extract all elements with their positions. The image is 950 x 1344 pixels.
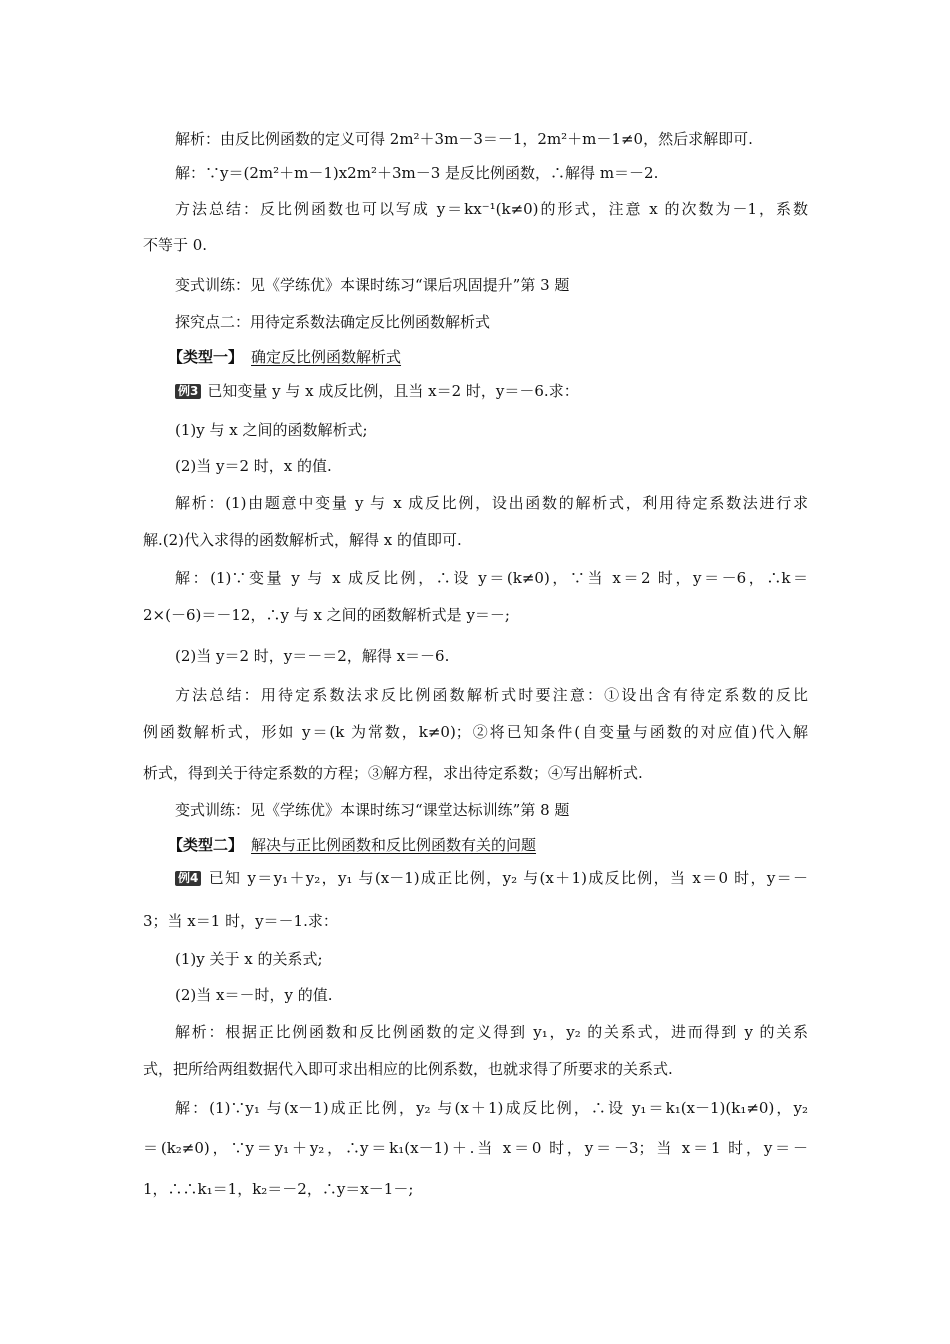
- type1-bracket: 【类型一】: [168, 348, 244, 366]
- example3-statement: [175, 381, 840, 401]
- example4-analysis-cont: 式，把所给两组数据代入即可求出相应的比例系数，也就求得了所要求的关系式.: [143, 1060, 673, 1078]
- example3-q2: (2)当 y＝2 时，x 的值.: [175, 457, 332, 475]
- example3-text: 已知变量 y 与 x 成反比例，且当 x＝2 时，y＝－6.求：: [207, 382, 579, 400]
- type2-heading: [168, 835, 833, 855]
- example3-summary: 方法总结：用待定系数法求反比例函数解析式时要注意：①设出含有待定系数的反比: [175, 686, 808, 704]
- type2-title: 解决与正比例函数和反比例函数有关的问题: [251, 836, 537, 854]
- example4-q1: (1)y 关于 x 的关系式;: [175, 950, 323, 968]
- example3-analysis-cont: 解.(2)代入求得的函数解析式，解得 x 的值即可.: [143, 531, 462, 549]
- example4-statement-cont: 3；当 x＝1 时，y＝－1.求：: [143, 912, 338, 930]
- type1-heading: [168, 347, 833, 367]
- example4-q2: (2)当 x＝－时，y 的值.: [175, 986, 333, 1004]
- example4-text: 已知 y＝y₁＋y₂，y₁ 与(x－1)成正比例，y₂ 与(x＋1)成反比例，当 x＝0 时，y＝－: [207, 869, 808, 887]
- example3-tag: 例3: [175, 384, 201, 399]
- type2-bracket: 【类型二】: [168, 836, 244, 854]
- analysis-line: 解析：由反比例函数的定义可得 2m²＋3m－3＝－1，2m²＋m－1≠0，然后求解即可.: [175, 130, 753, 148]
- example3-solution: 解：(1)∵变量 y 与 x 成反比例，∴设 y＝(k≠0)，∵当 x＝2 时，y＝－6，∴k＝: [175, 569, 808, 587]
- example3-solution-2: (2)当 y＝2 时，y＝－＝2，解得 x＝－6.: [175, 647, 450, 665]
- type1-title: 确定反比例函数解析式: [251, 348, 402, 366]
- example4-statement: [175, 868, 808, 888]
- summary-line-cont: 不等于 0.: [143, 236, 208, 254]
- example3-analysis: 解析：(1)由题意中变量 y 与 x 成反比例，设出函数的解析式，利用待定系数法进行求: [175, 494, 808, 512]
- example4-tag: 例4: [175, 871, 201, 886]
- section-heading: 探究点二：用待定系数法确定反比例函数解析式: [175, 313, 491, 331]
- example3-solution-cont: 2×(－6)＝－12，∴y 与 x 之间的函数解析式是 y＝－;: [143, 606, 510, 624]
- example4-solution-cont: ＝(k₂≠0)，∵y＝y₁＋y₂，∴y＝k₁(x－1)＋.当 x＝0 时，y＝－3；当 x＝1 时，y＝－: [143, 1139, 808, 1157]
- example4-solution-end: 1，∴∴k₁＝1，k₂＝－2，∴y＝x－1－;: [143, 1180, 414, 1198]
- example4-analysis: 解析：根据正比例函数和反比例函数的定义得到 y₁，y₂ 的关系式，进而得到 y 的关系: [175, 1023, 808, 1041]
- training-line: 变式训练：见《学练优》本课时练习“课后巩固提升”第 3 题: [175, 276, 570, 294]
- example3-summary-cont: 例函数解析式，形如 y＝(k 为常数，k≠0)；②将已知条件(自变量与函数的对应值)代入解: [143, 723, 808, 741]
- solution-line: 解：∵y＝(2m²＋m－1)x2m²＋3m－3 是反比例函数，∴解得 m＝－2.: [175, 164, 659, 182]
- example4-solution: 解：(1)∵y₁ 与(x－1)成正比例，y₂ 与(x＋1)成反比例，∴设 y₁＝k₁(x－1)(k₁≠0)，y₂: [175, 1099, 808, 1117]
- summary-line: 方法总结：反比例函数也可以写成 y＝kx⁻¹(k≠0)的形式，注意 x 的次数为－1，系数: [175, 200, 808, 218]
- example3-q1: (1)y 与 x 之间的函数解析式;: [175, 421, 368, 439]
- example3-training: 变式训练：见《学练优》本课时练习“课堂达标训练”第 8 题: [175, 801, 570, 819]
- example3-summary-end: 析式，得到关于待定系数的方程；③解方程，求出待定系数；④写出解析式.: [143, 764, 643, 782]
